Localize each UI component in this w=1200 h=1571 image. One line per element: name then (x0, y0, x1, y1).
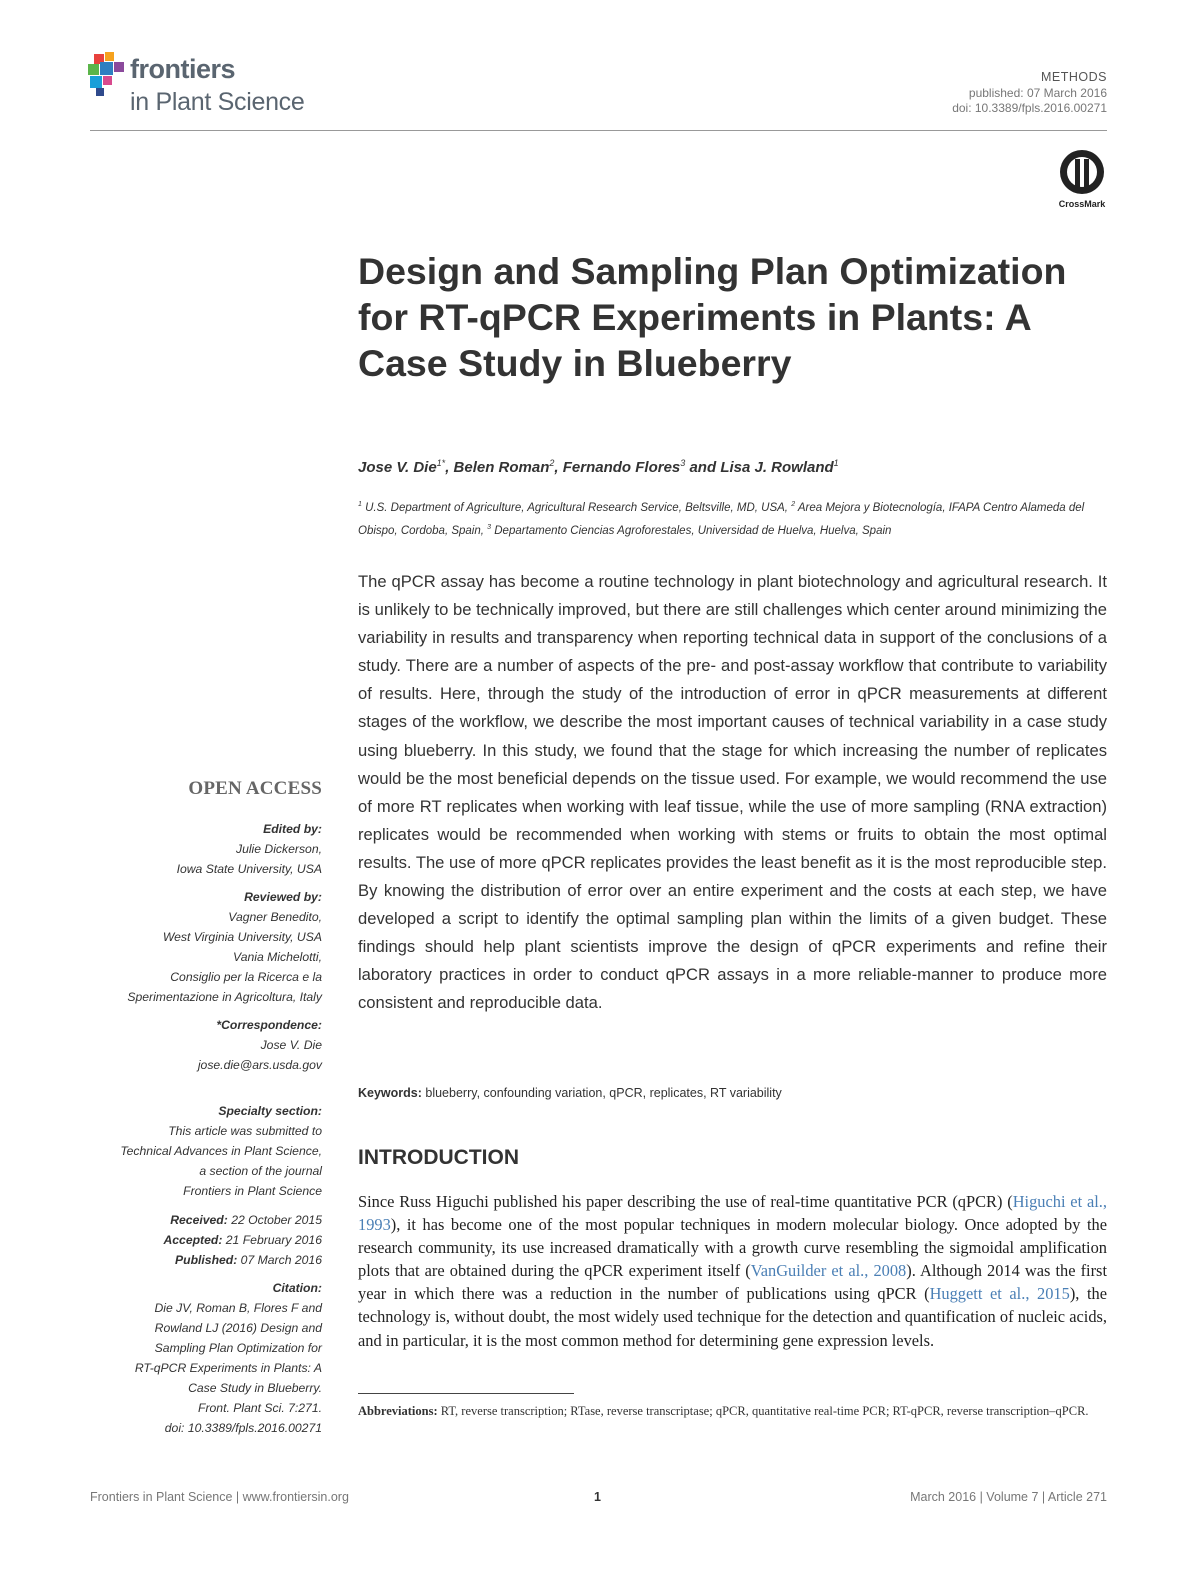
sidebar-label: *Correspondence: (216, 1018, 322, 1032)
body-text: ), the technology is, without doubt, the most widely used technique for the detection and quantification of nucleic acids, and in particular, it is the most common method for determining gene expression levels. (358, 1284, 1107, 1350)
sidebar-reviewed (62, 887, 322, 1007)
sidebar-citation (62, 1278, 322, 1438)
affiliation-text: Area Mejora y Biotecnología, IFAPA Centro Alameda del Obispo, Cordoba, Spain, (358, 501, 1085, 537)
sidebar-label: Specialty section: (218, 1104, 322, 1118)
abbreviations-footnote (358, 1402, 1107, 1421)
frontiers-logo-icon (88, 52, 128, 96)
reviewer-line: Sperimentazione in Agricoltura, Italy (127, 990, 322, 1004)
sidebar-label: Received: (170, 1213, 228, 1227)
body-text: ), it has become one of the most popular techniques in modern molecular biology. Once adopted by the research community, its use increased dramatically with a growth curve resembling the sigmoidal amplification plots that are obtained during the qPCR experiment itself ( (358, 1215, 1107, 1281)
article-type: METHODS (1041, 70, 1107, 84)
author-separator: and (685, 459, 721, 476)
page-number: 1 (594, 1490, 601, 1504)
sidebar-label: Edited by: (263, 822, 322, 836)
open-access-label: OPEN ACCESS (188, 778, 322, 799)
published-date-side (62, 1250, 322, 1270)
reviewer-line: Vania Michelotti, (233, 950, 322, 964)
article-title: Design and Sampling Plan Optimization for RT-qPCR Experiments in Plants: A Case Study in Blueberry (358, 250, 1067, 384)
keywords-label: Keywords: (358, 1086, 422, 1100)
sidebar-label: Published: (175, 1253, 238, 1267)
author-affil-mark: 2 (549, 458, 555, 468)
footer-journal-link[interactable]: Frontiers in Plant Science | www.frontiersin.org (90, 1490, 349, 1504)
citation-link[interactable]: Higuchi et al., 1993 (358, 1192, 1107, 1235)
specialty-line: This article was submitted to (168, 1124, 322, 1138)
introduction-paragraph (358, 1190, 1107, 1352)
author-name[interactable]: Jose V. Die (358, 459, 437, 476)
logo-word-frontiers: frontiers (130, 54, 236, 84)
specialty-line: Frontiers in Plant Science (183, 1184, 322, 1198)
correspondence-email[interactable]: jose.die@ars.usda.gov (197, 1058, 322, 1072)
author-affil-mark: 3 (680, 458, 686, 468)
article-meta (952, 70, 1107, 117)
author-affil-mark: 1* (436, 458, 446, 468)
received-date (62, 1210, 322, 1230)
citation-line: Sampling Plan Optimization for (154, 1341, 322, 1355)
date-value: 07 March 2016 (237, 1253, 322, 1267)
citation-link[interactable]: Huggett et al., 2015 (929, 1284, 1070, 1304)
crossmark-icon (1058, 148, 1106, 196)
reviewer-line: Consiglio per la Ricerca e la (170, 970, 322, 984)
date-value: 22 October 2015 (227, 1213, 322, 1227)
sidebar-specialty (62, 1101, 322, 1201)
sidebar-label: Citation: (272, 1281, 322, 1295)
editor-name: Julie Dickerson, (235, 842, 322, 856)
citation-line: Case Study in Blueberry. (188, 1381, 322, 1395)
affiliation-text: U.S. Department of Agriculture, Agricultural Research Service, Beltsville, MD, USA, (361, 501, 792, 514)
affil-mark: 2 (791, 501, 796, 508)
author-list (358, 458, 1118, 476)
affil-mark: 3 (487, 523, 492, 531)
keywords (358, 1086, 1107, 1100)
reviewer-line: Vagner Benedito, (228, 910, 322, 924)
citation-line: Front. Plant Sci. 7:271. (198, 1401, 322, 1415)
citation-line: Rowland LJ (2016) Design and (154, 1321, 322, 1335)
sidebar-label: Accepted: (163, 1233, 223, 1247)
footnote-label: Abbreviations: (358, 1404, 438, 1418)
reviewer-line: West Virginia University, USA (162, 930, 322, 944)
citation-line: RT-qPCR Experiments in Plants: A (134, 1361, 322, 1375)
author-affil-mark: 1 (833, 458, 839, 468)
editor-affil: Iowa State University, USA (176, 862, 322, 876)
citation-link[interactable]: VanGuilder et al., 2008 (750, 1261, 907, 1281)
correspondence-name: Jose V. Die (260, 1038, 322, 1052)
footnote-divider (358, 1393, 574, 1394)
section-heading-introduction: INTRODUCTION (358, 1146, 519, 1169)
specialty-line: a section of the journal (199, 1164, 322, 1178)
keywords-text: blueberry, confounding variation, qPCR, replicates, RT variability (421, 1086, 782, 1100)
citation-line: Die JV, Roman B, Flores F and (154, 1301, 322, 1315)
crossmark-label: CrossMark (1058, 199, 1106, 209)
affiliation-text: Departamento Ciencias Agroforestales, Universidad de Huelva, Huelva, Spain (491, 524, 892, 537)
sidebar-edited (62, 819, 322, 879)
author-separator: , (445, 459, 454, 476)
author-name[interactable]: Lisa J. Rowland (720, 459, 834, 476)
sidebar-label: Reviewed by: (244, 890, 322, 904)
date-value: 21 February 2016 (222, 1233, 322, 1247)
sidebar-correspondence (62, 1015, 322, 1075)
logo-word-journal: in Plant Science (130, 88, 305, 116)
published-date: published: 07 March 2016 (968, 85, 1107, 100)
accepted-date (62, 1230, 322, 1250)
article-doi[interactable]: doi: 10.3389/fpls.2016.00271 (952, 101, 1107, 115)
journal-logo[interactable] (88, 52, 348, 122)
footer-volume-info: March 2016 | Volume 7 | Article 271 (910, 1490, 1107, 1504)
specialty-line: Technical Advances in Plant Science, (120, 1144, 322, 1158)
author-name[interactable]: Belen Roman (453, 459, 550, 476)
abstract: The qPCR assay has become a routine technology in plant biotechnology and agricultural research. It is unlikely to be technically improved, but there are still challenges which center around minimizing the variability in results and transparency when reporting technical data in support of the conclusions of a study. There are a number of aspects of the pre- and post-assay workflow that contribute to variability of results. Here, through the study of the introduction of error in qPCR measurements at different stages of the workflow, we describe the most important causes of technical variability in a case study using blueberry. In this study, we found that the stage for which increasing the number of replicates would be the most beneficial depends on the tissue used. For example, we would recommend the use of more RT replicates when working with leaf tissue, while the use of more sampling (RNA extraction) replicates would be recommended when working with stems or fruits to obtain the most optimal results. The use of more qPCR replicates provides the least benefit as it is the most reproducible step. By knowing the distribution of error over an entire experiment and the costs at each step, we have developed a script to identify the optimal sampling plan within the limits of a given budget. These findings should help plant scientists improve the design of qPCR experiments and refine their laboratory practices in order to conduct qPCR assays in a more reliable-manner to produce more consistent and reproducible data. (358, 572, 1107, 1013)
affil-mark: 1 (358, 501, 362, 508)
crossmark-badge[interactable] (1052, 148, 1112, 208)
author-name[interactable]: Fernando Flores (562, 459, 681, 476)
affiliations (358, 495, 1118, 541)
body-text: ). Although 2014 was the first year in which there was a reduction in the number of publications using qPCR ( (358, 1261, 1107, 1304)
body-text: Since Russ Higuchi published his paper describing the use of real-time quantitative PCR (qPCR) ( (358, 1192, 1013, 1211)
author-separator: , (554, 459, 563, 476)
citation-doi[interactable]: doi: 10.3389/fpls.2016.00271 (164, 1421, 322, 1435)
sidebar-dates (62, 1210, 322, 1270)
footnote-text: RT, reverse transcription; RTase, reverse transcriptase; qPCR, quantitative real-time PCR; RT-qPCR, reverse transcription–qPCR. (437, 1404, 1089, 1418)
header-divider (90, 130, 1107, 131)
